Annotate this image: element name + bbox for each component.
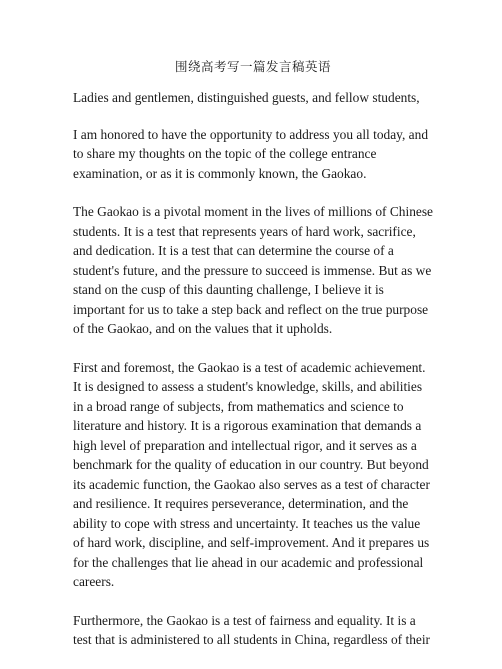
document-title: 围绕高考写一篇发言稿英语 [174, 60, 331, 74]
document-page [73, 58, 433, 669]
paragraph-introduction: I am honored to have the opportunity to address you all today, and to share my thoughts on the topic of the college entrance examination, or as it is commonly known, the Gaokao. [73, 126, 429, 181]
paragraph-academic-achievement: First and foremost, the Gaokao is a test of academic achievement. It is designed to assess a student's knowledge, skills, and abilities in a broad range of subjects, from mathematics and science to literature and history. It is a rigorous examination that demands a high level of preparation and intellectual rigor, and it serves as a benchmark for the quality of education in our country. But beyond its academic function, the Gaokao also serves as a test of character and resilience. It requires perseverance, determination, and the ability to cope with stress and uncertainty. It teaches us the value of hard work, discipline, and self-improvement. And it prepares us for the challenges that lie ahead in our academic and professional careers. [73, 359, 430, 589]
paragraph-fairness: Furthermore, the Gaokao is a test of fairness and equality. It is a test that is administered to all students in China, regardless of their [73, 612, 431, 647]
paragraph-gaokao-pivotal: The Gaokao is a pivotal moment in the lives of millions of Chinese students. It is a test that represents years of hard work, sacrifice, and dedication. It is a test that can determine the course of a student's future, and the pressure to succeed is immense. But as we stand on the cusp of this daunting challenge, I believe it is important for us to take a step back and reflect on the true purpose of the Gaokao, and on the values that it upholds. [73, 204, 433, 336]
paragraph-greeting: Ladies and gentlemen, distinguished guests, and fellow students, [73, 90, 420, 105]
